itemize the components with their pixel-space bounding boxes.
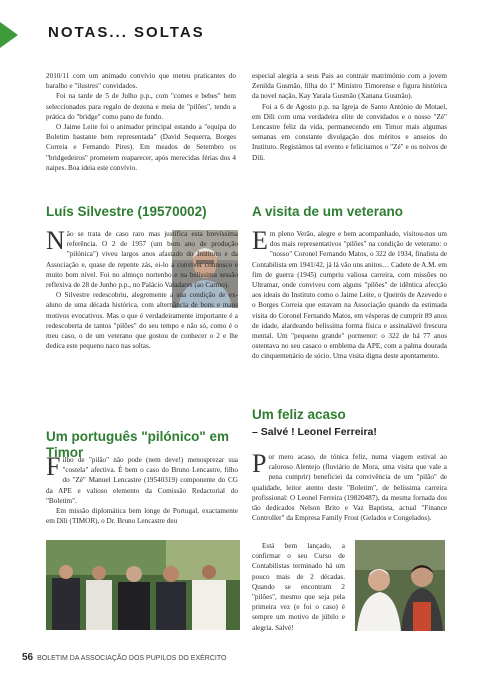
- intro-right-text: [252, 71, 447, 163]
- portugues-p1: [46, 452, 238, 506]
- acaso-p1-text: or mero acaso, de tónica feliz, numa viagem estival ao caloroso Alentejo (fluviário de Mora, uma visita que vale a pena cumprir) beneficiei da convivência de um "pilão" de qualidade, leitor atento deste "Boletim", de belíssima carreira profissional: O Leonel Ferreira (19820487), da mesma fornada dos tão dedicados Nelson Brito e Vaz Baptista, actual "Finance Controller" da Empresa Family Frost (Gelados e Congelados).: [252, 453, 447, 523]
- intro-right-p2: Foi a 6 de Agosto p.p. na Igreja de Santo António de Motael, em Díli com uma verdadeira elite de convidados e o nosso "Zé" Lencastre feliz da vida, permanecendo em Timor mais algumas semanas em constante divulgação dos méritos e anseios do Instituto. Registámos tal evento e felicitamos o "Zé" e os noivos de Díli.: [252, 102, 447, 162]
- portugues-heading: Um português "pilónico" em Timor: [46, 429, 230, 460]
- page-footer: [22, 652, 226, 663]
- acaso-text-bottom: [252, 541, 345, 633]
- page-number: 56: [22, 652, 34, 663]
- veterano-text: [252, 226, 447, 362]
- acaso-p2: Está bem lançado, a confirmar o seu Curso de Contabilistas terminado há um pouco mais de 2 décadas. Quando se encontram 2 "pilões", mesmo que seja pela primeira vez (e foi o caso) é sempre um motivo de júbilo e alegria. Salvé!: [252, 542, 345, 632]
- silvestre-heading: Luís Silvestre (19570002): [46, 204, 207, 219]
- veterano-dropcap: E: [252, 226, 268, 255]
- intro-left-p1: 2010/11 com um animado convívio que meteu praticantes do baralho e "ilustres" convidados.: [46, 72, 236, 91]
- footer-publication: BOLETIM DA ASSOCIAÇÃO DOS PUPILOS DO EXÉRCITO: [37, 655, 227, 662]
- silvestre-p1: [46, 226, 238, 290]
- portugues-dropcap: F: [46, 452, 61, 481]
- veterano-p1: [252, 226, 447, 362]
- silvestre-p2: O Silvestre redescobriu, alegremente a sua condição de ex-aluno de uma década histórica, com alternância de bons e maus motivos evocativos. Mas o que é verdadeiramente importante é a redescoberta de tantos "pilões" do seu tempo e não só, como é o meu caso, o de um veterano que gostou de conhecer o 2 e lhe dedica este pequeno naco nas soltas.: [46, 291, 238, 351]
- acaso-dropcap: P: [252, 449, 267, 478]
- acaso-text-top: [252, 449, 447, 523]
- portugues-text: [46, 452, 238, 526]
- intro-left-p2: Foi na tarde de 5 de Julho p.p., com "comes e bebes" bem seleccionados para regalo de dezena e meia de "pilões", tendo a prática do "bridge" como pano de fundo.: [46, 92, 236, 121]
- silvestre-dropcap: N: [46, 226, 65, 255]
- silvestre-p1-text: ão se trata de caso raro mas justifica esta brevíssima referência. O 2 de 1957 (um bom ano de produção "pilónica") viveu largos anos afastado do Instituto e da Associação e, quase de repente zás, ei-lo a conviver connosco e muito bom nível. Foi no almoço nortenho e na belíssima sessão reflexiva de 28 de Junho p.p., no Palácio Valadares (ao Carmo).: [46, 230, 238, 290]
- intro-left-text: [46, 71, 236, 173]
- intro-left-p3: O Jaime Leite foi o animador principal estando a "equipa do Boletim bastante bem representada" (David Sequerra, Borges Correia e Fernando Pires). Em meados de Setembro os "bridgedeiros" prometem reaparecer, após merecidas férias dos 4 naipes. Boa ideia este convívio.: [46, 123, 236, 172]
- acaso-heading: Um feliz acaso: [252, 407, 346, 422]
- silvestre-text: [46, 226, 238, 351]
- intro-right-p1: especial alegria a seus Pais ao contrair matrimónio com a jovem Zenilda Gusmão, filha do 1º Ministro Timorense e figura histórica da novel nação, Kay Yarala Gusmão (Xanana Gusmão).: [252, 72, 447, 101]
- leonel-photo: [355, 540, 445, 631]
- veterano-heading: A visita de um veterano: [252, 204, 404, 219]
- acaso-p1: [252, 449, 447, 523]
- section-arrow-icon: [0, 22, 18, 48]
- veterano-p1-text: m pleno Verão, alegre e bem acompanhado, visitou-nos um dos mais representativos "pilões" na condição de veterano: o "nosso" Coronel Fernando Matos, o 322 de 1934, finalista de Contabilista em 1941/42, já lá vão uns anitos… Cadete de A.M. em fim de guerra (1945) cumpriu valiosa carreira, com missões no Ultramar, onde conviveu com alguns "pilões" de idêntica afecção aos ideais do Instituto como o Jaime Leite, o Queirós de Azevedo e o Borges Correia que estavam na Associação quando da estimada visita do Coronel Fernando Matos, em vésperas de cumprir 89 anos de idade, alardeando belíssima forma física e assinalável frescura mental. Um "pequeno grande" pormenor: o 322 de há 77 anos ostentava no seu casaco o emblema da APE, com a palma dourada do cinquentenário de sócio. Uma visita digna deste apontamento.: [252, 230, 447, 361]
- portugues-p2: Em missão diplomática bem longe de Portugal, exactamente em Díli (TIMOR), o Dr. Bruno Lencastre deu: [46, 507, 238, 526]
- wedding-photo: [46, 540, 240, 630]
- acaso-subtitle: – Salvé ! Leonel Ferreira!: [252, 426, 377, 438]
- section-title: NOTAS... SOLTAS: [48, 24, 205, 41]
- portugues-p1-text: ilho de "pilão" não pode (nem deve!) menosprezar sua "costela" afectiva. É bem o caso do Bruno Lencastre, filho do "Zé" Manuel Lencastre (19540319) componente do CG da APE e valioso elemento da Comissão Redactorial do "Boletim".: [46, 456, 238, 505]
